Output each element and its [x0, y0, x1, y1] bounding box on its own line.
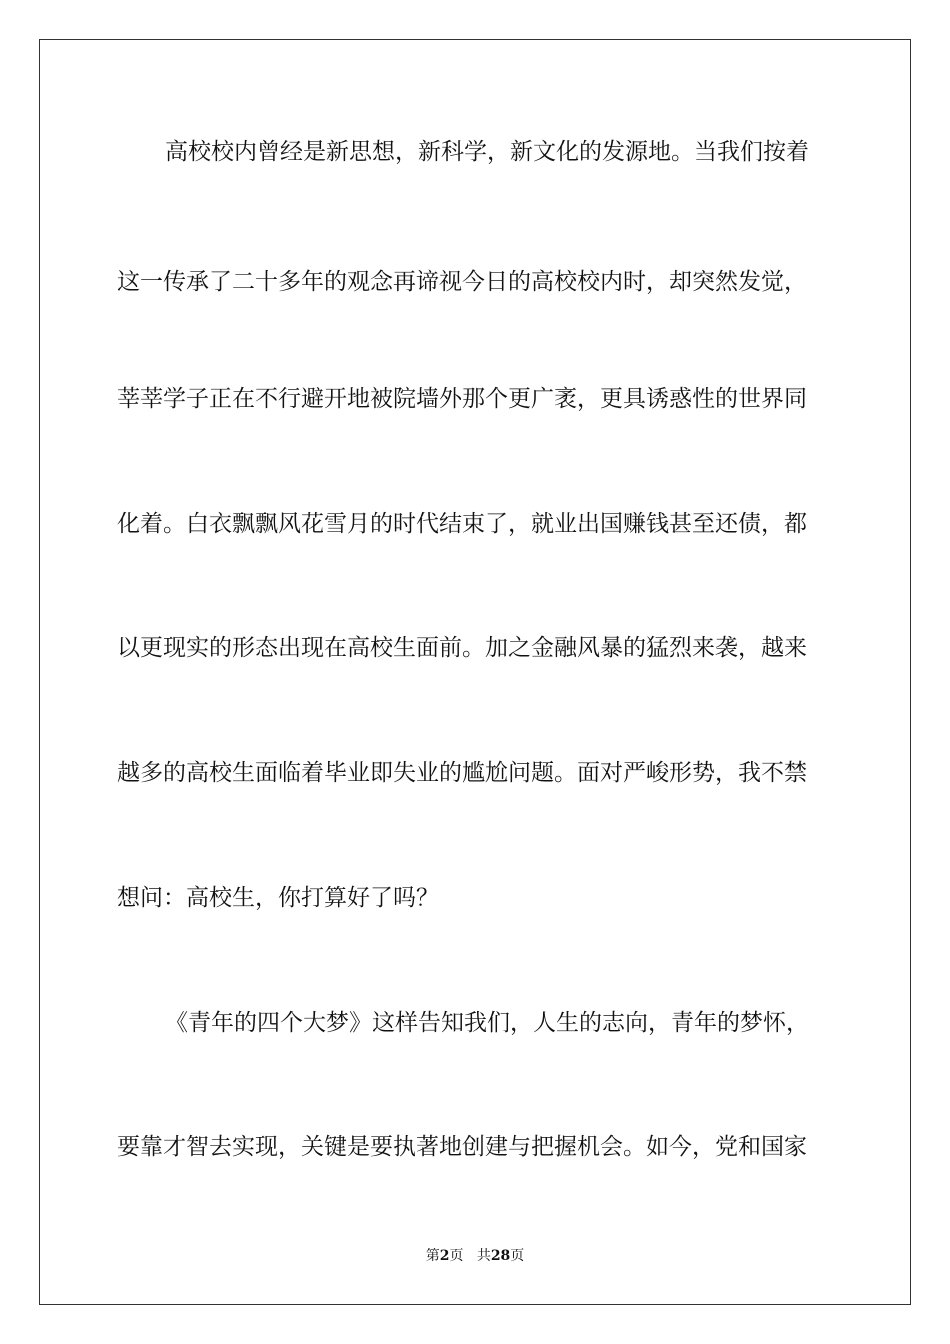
paragraph-line: 越多的高校生面临着毕业即失业的尴尬问题。面对严峻形势，我不禁: [117, 760, 807, 786]
page-number: 2: [439, 1248, 450, 1264]
page-prefix: 第: [425, 1248, 440, 1264]
paragraph-line: 化着。白衣飘飘风花雪月的时代结束了，就业出国赚钱甚至还债，都: [117, 511, 807, 537]
total-prefix: 共: [476, 1248, 491, 1264]
page-unit: 页: [449, 1248, 464, 1264]
total-pages: 28: [490, 1248, 511, 1264]
page-border: [39, 39, 911, 1305]
page-footer: [0, 1246, 950, 1266]
paragraph-line: 以更现实的形态出现在高校生面前。加之金融风暴的猛烈来袭，越来: [117, 635, 807, 661]
total-unit: 页: [510, 1248, 525, 1264]
paragraph-line: 《青年的四个大梦》这样告知我们，人生的志向，青年的梦怀，: [165, 1010, 809, 1036]
paragraph-line: 莘莘学子正在不行避开地被院墙外那个更广袤，更具诱惑性的世界同: [117, 386, 807, 412]
paragraph-line: 这一传承了二十多年的观念再谛视今日的高校校内时，却突然发觉，: [117, 269, 807, 295]
paragraph-line: 想问：高校生，你打算好了吗？: [117, 885, 439, 911]
paragraph-line: 要靠才智去实现，关键是要执著地创建与把握机会。如今，党和国家: [117, 1134, 807, 1160]
paragraph-line: 高校校内曾经是新思想，新科学，新文化的发源地。当我们按着: [165, 139, 809, 165]
